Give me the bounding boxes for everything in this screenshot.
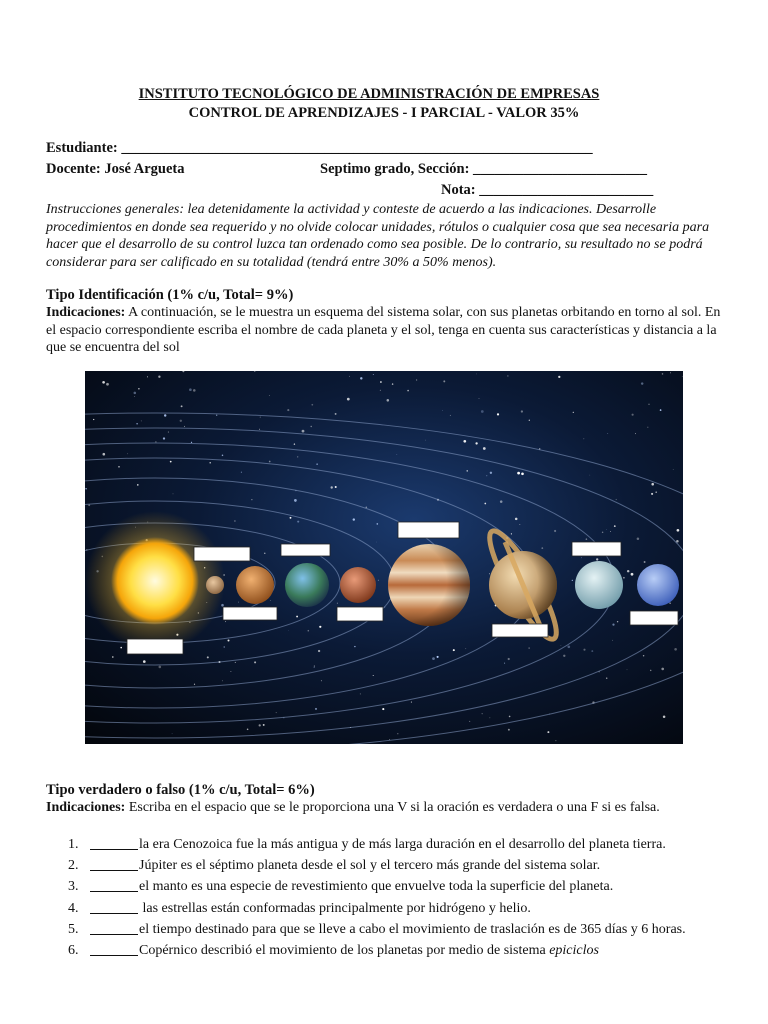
star bbox=[663, 715, 666, 718]
star bbox=[118, 466, 120, 468]
answer-blank[interactable] bbox=[90, 878, 138, 892]
star bbox=[184, 426, 185, 427]
star bbox=[515, 518, 518, 521]
star bbox=[637, 538, 640, 541]
star bbox=[509, 716, 511, 718]
star bbox=[270, 600, 271, 601]
star bbox=[181, 405, 183, 407]
star bbox=[147, 376, 148, 377]
star bbox=[194, 684, 195, 685]
star bbox=[591, 650, 593, 652]
star bbox=[450, 415, 451, 416]
star bbox=[589, 475, 590, 476]
star bbox=[269, 395, 270, 396]
star bbox=[529, 648, 530, 649]
answer-box-1[interactable] bbox=[194, 547, 250, 561]
star bbox=[349, 376, 350, 377]
star bbox=[647, 427, 648, 428]
star bbox=[425, 440, 426, 441]
star bbox=[407, 390, 409, 392]
star bbox=[127, 453, 128, 454]
star bbox=[508, 729, 510, 731]
star bbox=[529, 420, 530, 421]
star bbox=[547, 731, 549, 733]
answer-blank[interactable] bbox=[90, 942, 138, 956]
star bbox=[297, 456, 298, 457]
true-false-list bbox=[68, 836, 748, 963]
star bbox=[225, 621, 226, 622]
star bbox=[641, 382, 643, 384]
star bbox=[670, 372, 671, 373]
star bbox=[617, 621, 618, 622]
star bbox=[465, 648, 466, 649]
star bbox=[511, 533, 512, 534]
star bbox=[294, 443, 295, 444]
star bbox=[221, 604, 224, 607]
star bbox=[373, 675, 374, 676]
star bbox=[241, 472, 242, 473]
star bbox=[521, 472, 524, 475]
star bbox=[170, 461, 172, 463]
star bbox=[674, 648, 677, 651]
answer-box-9[interactable] bbox=[127, 639, 183, 654]
star bbox=[251, 499, 252, 500]
star bbox=[294, 499, 297, 502]
star bbox=[519, 524, 520, 525]
student-blank[interactable]: _________________________________________________________________ bbox=[121, 140, 593, 156]
planet-earth bbox=[285, 563, 329, 607]
star bbox=[238, 602, 239, 603]
star bbox=[102, 381, 105, 384]
star bbox=[507, 375, 508, 376]
star bbox=[483, 447, 486, 450]
star bbox=[222, 680, 223, 681]
star bbox=[508, 658, 510, 660]
star bbox=[296, 616, 298, 618]
star bbox=[380, 390, 381, 391]
star bbox=[314, 667, 315, 668]
star bbox=[476, 374, 477, 375]
star bbox=[573, 412, 574, 413]
star bbox=[159, 666, 162, 669]
star bbox=[259, 724, 261, 726]
star bbox=[360, 693, 361, 694]
star bbox=[521, 410, 523, 412]
grade-line bbox=[320, 161, 647, 178]
star bbox=[297, 521, 299, 523]
star bbox=[335, 413, 337, 415]
star bbox=[380, 381, 382, 383]
star bbox=[606, 529, 607, 530]
star bbox=[650, 670, 652, 672]
star bbox=[397, 733, 398, 734]
star bbox=[311, 404, 313, 406]
star bbox=[302, 430, 305, 433]
star bbox=[627, 570, 629, 572]
star bbox=[469, 721, 470, 722]
answer-box-6[interactable] bbox=[337, 607, 383, 621]
star bbox=[567, 645, 570, 648]
planet-neptune bbox=[637, 564, 679, 606]
star bbox=[155, 441, 156, 442]
star bbox=[389, 739, 390, 740]
star bbox=[586, 538, 588, 540]
star bbox=[682, 376, 683, 377]
star bbox=[643, 655, 644, 656]
star bbox=[497, 413, 499, 415]
star bbox=[581, 557, 582, 558]
star bbox=[583, 438, 584, 439]
star bbox=[416, 379, 417, 380]
star bbox=[382, 708, 384, 710]
answer-blank[interactable] bbox=[90, 857, 138, 871]
star bbox=[264, 553, 265, 554]
star bbox=[163, 437, 165, 439]
star bbox=[482, 713, 483, 714]
answer-box-4[interactable] bbox=[572, 542, 621, 556]
star bbox=[555, 740, 556, 741]
star bbox=[120, 647, 122, 649]
star bbox=[432, 657, 435, 660]
star bbox=[337, 603, 338, 604]
star bbox=[172, 733, 173, 734]
star bbox=[315, 708, 317, 710]
star bbox=[479, 398, 480, 399]
answer-blank[interactable] bbox=[90, 900, 138, 914]
star bbox=[276, 712, 277, 713]
star bbox=[490, 472, 492, 474]
star bbox=[481, 410, 484, 413]
star bbox=[318, 650, 320, 652]
star bbox=[141, 421, 142, 422]
list-item: 1. la era Cenozoica fue la más antigua y de más larga duración en el desarrollo del planeta tierra. bbox=[68, 837, 666, 852]
star bbox=[191, 442, 192, 443]
star bbox=[661, 668, 664, 671]
star bbox=[632, 414, 634, 416]
star bbox=[158, 376, 160, 378]
star bbox=[143, 660, 146, 663]
star bbox=[290, 517, 292, 519]
answer-box-2[interactable] bbox=[281, 544, 330, 556]
star bbox=[651, 493, 653, 495]
star bbox=[662, 373, 664, 375]
star bbox=[411, 702, 412, 703]
star bbox=[608, 433, 609, 434]
answer-box-5[interactable] bbox=[223, 607, 277, 620]
institution-title: INSTITUTO TECNOLÓGICO DE ADMINISTRACIÓN DE EMPRESAS bbox=[138, 86, 600, 102]
star bbox=[486, 475, 487, 476]
star bbox=[308, 630, 310, 632]
list-item: 4. las estrellas están conformadas principalmente por hidrógeno y helio. bbox=[68, 900, 531, 916]
star bbox=[319, 626, 321, 628]
star bbox=[554, 530, 556, 532]
star bbox=[207, 656, 209, 658]
star bbox=[347, 398, 350, 401]
star bbox=[489, 717, 490, 718]
star bbox=[616, 499, 617, 500]
star bbox=[376, 542, 377, 543]
list-item: 2. Júpiter es el séptimo planeta desde el sol y el tercero más grande del sistema solar. bbox=[68, 858, 601, 874]
section1-instructions: Indicaciones: A continuación, se le muestra un esquema del sistema solar, con sus planetas orbitando en torno al sol. En el espacio correspondiente escriba el nombre de cada planeta y el sol, tenga en cuenta sus características y distancia a la que se encuentra del sol bbox=[46, 305, 721, 355]
star bbox=[137, 484, 139, 486]
star bbox=[112, 656, 114, 658]
star bbox=[610, 531, 611, 532]
star bbox=[354, 646, 355, 647]
solar-system-figure bbox=[85, 371, 683, 744]
star bbox=[373, 374, 374, 375]
star bbox=[651, 483, 654, 486]
star bbox=[655, 491, 657, 493]
star bbox=[660, 409, 662, 411]
planet-mars bbox=[340, 567, 376, 603]
grade-label: Septimo grado, Sección: bbox=[320, 161, 470, 177]
star bbox=[136, 423, 137, 424]
sun bbox=[111, 537, 199, 625]
section2-title: Tipo verdadero o falso (1% c/u, Total= 6%) bbox=[46, 782, 315, 798]
answer-blank[interactable] bbox=[90, 836, 138, 850]
star bbox=[93, 419, 94, 420]
score-label: Nota: bbox=[441, 182, 476, 198]
star bbox=[677, 529, 680, 532]
list-item: 5. el tiempo destinado para que se lleve a cabo el movimiento de traslación es de 365 días y 6 horas. bbox=[68, 921, 686, 937]
star bbox=[443, 380, 445, 382]
star bbox=[331, 486, 333, 488]
star bbox=[517, 472, 520, 475]
star bbox=[563, 655, 565, 657]
star bbox=[316, 463, 317, 464]
star bbox=[269, 461, 271, 463]
star bbox=[504, 663, 505, 664]
star bbox=[475, 442, 477, 444]
star bbox=[180, 420, 182, 422]
star bbox=[224, 646, 225, 647]
teacher-label: Docente: José Argueta bbox=[46, 161, 185, 177]
star bbox=[216, 415, 217, 416]
star bbox=[353, 518, 355, 520]
star bbox=[335, 486, 337, 488]
star bbox=[260, 417, 261, 418]
star bbox=[222, 455, 224, 457]
exam-title: CONTROL DE APRENDIZAJES - I PARCIAL - VALOR 35% bbox=[188, 105, 580, 121]
star bbox=[228, 640, 230, 642]
star bbox=[437, 656, 439, 658]
planet-mercury bbox=[206, 576, 224, 594]
star bbox=[360, 377, 362, 379]
star bbox=[442, 410, 443, 411]
section2-instructions: Indicaciones: Escriba en el espacio que se le proporciona una V si la oración es verdadera o una F si es falsa. bbox=[46, 800, 660, 815]
section1-title: Tipo Identificación (1% c/u, Total= 9%) bbox=[46, 287, 294, 303]
score-line bbox=[441, 182, 653, 199]
star bbox=[263, 724, 265, 726]
answer-blank[interactable] bbox=[90, 921, 138, 935]
star bbox=[234, 520, 236, 522]
star bbox=[235, 662, 236, 663]
star bbox=[392, 383, 393, 384]
star bbox=[627, 669, 628, 670]
student-line bbox=[46, 140, 593, 157]
star bbox=[396, 454, 397, 455]
star bbox=[631, 573, 634, 576]
grade-blank[interactable]: ________________________ bbox=[473, 161, 648, 177]
star bbox=[85, 488, 86, 489]
list-item: 3. el manto es una especie de revestimiento que envuelve toda la superficie del planeta. bbox=[68, 879, 614, 895]
star bbox=[106, 383, 109, 386]
star bbox=[247, 729, 249, 731]
star bbox=[484, 503, 486, 505]
star bbox=[500, 500, 503, 503]
star bbox=[134, 392, 137, 395]
planet-venus bbox=[236, 566, 274, 604]
star bbox=[612, 624, 614, 626]
star bbox=[189, 388, 192, 391]
star bbox=[387, 399, 390, 402]
star bbox=[612, 640, 613, 641]
star bbox=[259, 429, 260, 430]
star bbox=[193, 389, 196, 392]
star bbox=[670, 603, 671, 604]
star bbox=[489, 573, 490, 574]
student-label: Estudiante: bbox=[46, 140, 118, 156]
star bbox=[558, 376, 560, 378]
star bbox=[541, 547, 543, 549]
star bbox=[583, 649, 585, 651]
star bbox=[602, 532, 603, 533]
star bbox=[314, 666, 315, 667]
star bbox=[648, 404, 649, 405]
star bbox=[287, 409, 289, 411]
score-blank[interactable]: ________________________ bbox=[479, 182, 654, 198]
star bbox=[209, 462, 211, 464]
star bbox=[467, 470, 468, 471]
general-instructions: Instrucciones generales: lea detenidamente la actividad y conteste de acuerdo a las indicaciones. Desarrolle procedimientos en donde sea requerido y no olvide colocar unidades, rótulos o cualquier cosa que sea necesaria para hacer que el desarrollo de su control luzca tan ordenado como sea posible. De lo contrario, su resultado no se podrá considerar para ser calificado en su totalidad (tendrá entre 30% a 50% menos). bbox=[46, 202, 710, 270]
star bbox=[311, 426, 312, 427]
star bbox=[103, 453, 106, 456]
star bbox=[321, 680, 322, 681]
star bbox=[288, 630, 289, 631]
answer-box-7[interactable] bbox=[492, 624, 548, 637]
star bbox=[138, 388, 140, 390]
star bbox=[173, 493, 174, 494]
star bbox=[572, 580, 573, 581]
star bbox=[453, 649, 455, 651]
star bbox=[614, 525, 616, 527]
star bbox=[596, 558, 598, 560]
star bbox=[673, 469, 674, 470]
answer-box-3[interactable] bbox=[398, 522, 459, 538]
star bbox=[230, 671, 231, 672]
star bbox=[164, 414, 166, 416]
star bbox=[644, 561, 646, 563]
star bbox=[463, 440, 466, 443]
star bbox=[561, 645, 562, 646]
planet-uranus bbox=[575, 561, 623, 609]
star bbox=[168, 432, 169, 433]
star bbox=[623, 577, 625, 579]
star bbox=[254, 661, 256, 663]
list-item: 6. Copérnico describió el movimiento de los planetas por medio de sistema epiciclos bbox=[68, 942, 599, 958]
star bbox=[606, 677, 607, 678]
star bbox=[134, 396, 135, 397]
star bbox=[378, 580, 379, 581]
answer-box-8[interactable] bbox=[630, 611, 678, 625]
star bbox=[635, 433, 636, 434]
star bbox=[376, 523, 378, 525]
